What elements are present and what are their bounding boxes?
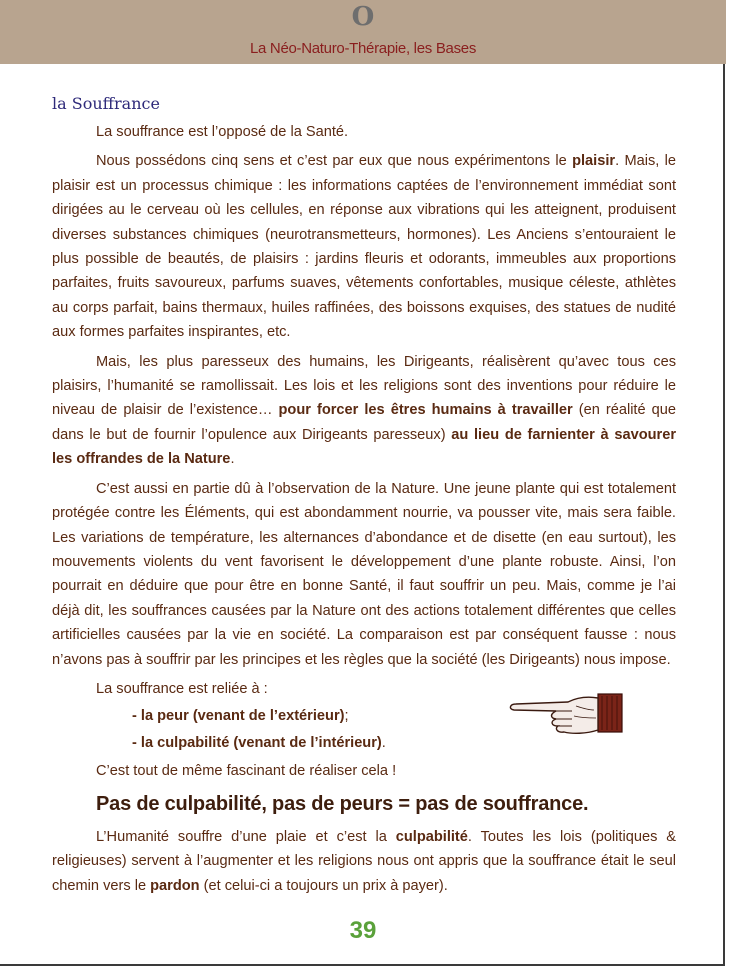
- chapter-letter: O: [351, 2, 375, 32]
- paragraph-6: [52, 759, 676, 783]
- paragraph-7-text-c: . Toutes les lois (politiques & religieuses) servent à l’augmenter et les religions nous ont appris que la souffrance était le seul chemin vers le: [52, 828, 676, 894]
- paragraph-2-text-a: Nous possédons cinq sens et c’est par eux que nous expérimentons le: [96, 153, 573, 170]
- page-header: [0, 0, 726, 64]
- section-title: la Souffrance: [52, 94, 160, 113]
- list-item-peur-text: - la peur (venant de l’extérieur): [132, 708, 345, 725]
- paragraph-1: [52, 120, 676, 144]
- paragraph-6-text: C’est tout de même fascinant de réaliser cela !: [96, 763, 397, 780]
- paragraph-3-text-e: .: [230, 451, 235, 468]
- pointing-hand-icon: [506, 688, 626, 740]
- paragraph-3: [52, 350, 676, 472]
- headline-statement: Pas de culpabilité, pas de peurs = pas de souffrance.: [96, 792, 589, 815]
- bold-pardon: pardon: [150, 877, 200, 894]
- paragraph-1-text: La souffrance est l’opposé de la Santé.: [96, 124, 349, 140]
- paragraph-5-text: La souffrance est reliée à :: [96, 680, 268, 697]
- running-title: La Néo-Naturo-Thérapie, les Bases: [249, 40, 477, 57]
- bold-culpabilite: culpabilité: [395, 828, 468, 845]
- bold-forcer-travailler: pour forcer les êtres humains à travailler: [278, 402, 573, 419]
- paragraph-2: [52, 149, 676, 344]
- paragraph-7-text-a: L’Humanité souffre d’une plaie et c’est la: [96, 828, 396, 845]
- paragraph-7: [52, 825, 676, 898]
- paragraph-7-text-e: (et celui-ci a toujours un prix à payer).: [199, 877, 448, 894]
- paragraph-3-text-c: (en réalité que dans le but de fournir l’opulence aux Dirigeants paresseux): [52, 402, 676, 443]
- list-item-culpabilite-punct: .: [381, 735, 386, 752]
- paragraph-2-text-c: . Mais, le plaisir est un processus chimique : les informations captées de l’environnement immédiat sont dirigées au le cerveau où les cellules, en réponse aux vibrations qui les atteignent, produisent diverses substances chimiques (neurotransmetteurs, hormones). Les Anciens s’entouraient le plus possible de beautés, de plaisirs : jardins fleuris et odorants, immeubles aux proportions parfaites, fruits savoureux, parfums suaves, vêtements confortables, musique céleste, athlètes au corps parfait, bains thermaux, huiles raffinées, des boissons exquises, des statues de nudité aux formes parfaites inspirantes, etc.: [52, 153, 676, 341]
- paragraph-4: [52, 477, 676, 672]
- paragraph-4-text: C’est aussi en partie dû à l’observation de la Nature. Une jeune plante qui est totalement protégée contre les Éléments, qui est abondamment nourrie, va pousser vite, mais sera faible. Les variations de température, les alternances d’abondance et de disette (en eau surtout), les mouvements violents du vent favorisent le développement d’une plante robuste. Ainsi, l’on pourrait en déduire que pour être en bonne Santé, il faut souffrir un peu. Mais, comme je l’ai déjà dit, les souffrances causées par la Nature ont des actions totalement différentes que celles artificielles causées par la vie en société. La comparaison est par conséquent fausse : nous n’avons pas à souffrir par les principes et les règles que la société (les Dirigeants) nous impose.: [52, 480, 676, 668]
- list-item-peur-punct: ;: [344, 708, 349, 725]
- page-number: 39: [349, 917, 377, 944]
- paragraph-3-text-a: Mais, les plus paresseux des humains, les Dirigeants, réalisèrent qu’avec tous ces plaisirs, l’humanité se ramollissait. Les lois et les religions sont des inventions pour réduire le niveau de plaisir de l’existence…: [52, 353, 676, 419]
- bold-plaisir: plaisir: [572, 153, 616, 170]
- list-item-culpabilite-text: - la culpabilité (venant de l’intérieur): [132, 735, 382, 752]
- page-content: [52, 92, 676, 903]
- bold-farnienter: au lieu de farnienter à savourer les offrandes de la Nature: [52, 426, 677, 468]
